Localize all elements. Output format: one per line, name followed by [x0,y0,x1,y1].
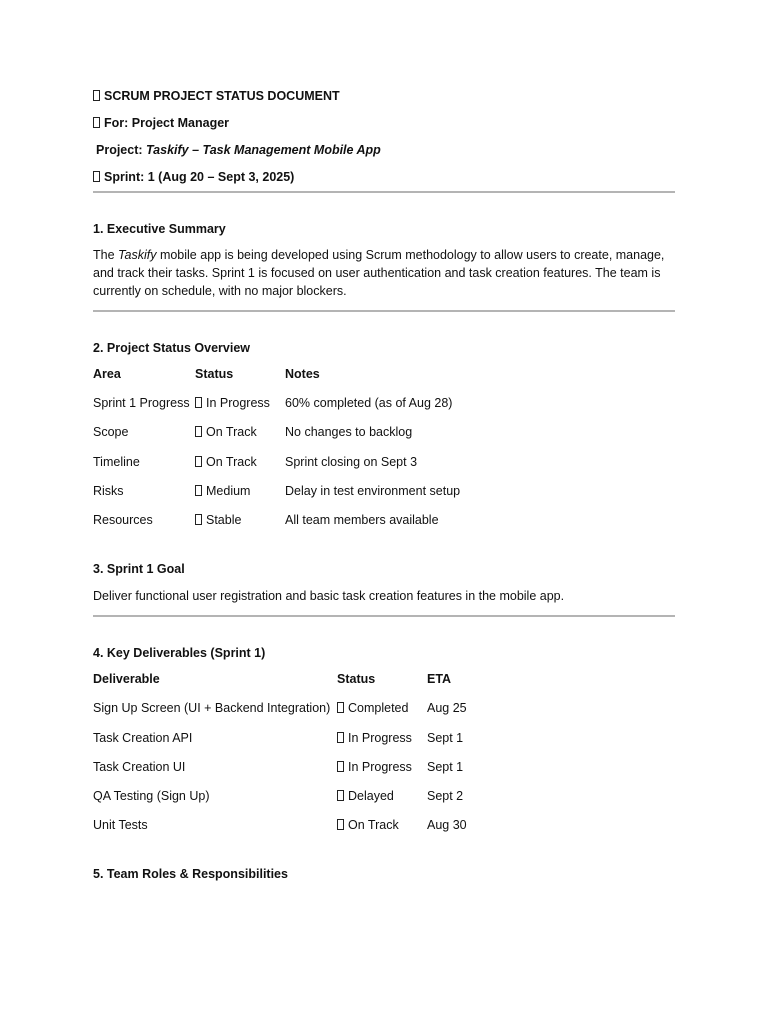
status-overview-table [93,366,460,541]
eta-cell: Aug 25 [427,701,467,716]
status-icon [195,397,202,408]
column-header: ETA [427,672,452,687]
executive-summary-heading: 1. Executive Summary [93,222,226,236]
table-header-row [93,366,460,395]
area-cell: Scope [93,425,129,440]
eta-cell: Sept 2 [427,788,464,803]
eta-cell: Sept 1 [427,759,464,774]
deliverable-cell: Task Creation UI [93,759,186,774]
status-icon [195,426,202,437]
status-cell: On Track [195,424,285,453]
emoji-placeholder-icon [93,90,100,101]
table-row [93,454,460,483]
notes-cell: Delay in test environment setup [285,483,461,498]
notes-cell: Sprint closing on Sept 3 [285,454,418,469]
status-cell: Stable [195,512,285,541]
area-cell: Timeline [93,454,140,469]
emoji-placeholder-icon [93,117,100,128]
deliverables-heading: 4. Key Deliverables (Sprint 1) [93,646,266,661]
project-line: Project: Taskify – Task Management Mobile App [96,143,381,157]
table-row [93,483,460,512]
status-icon [337,732,344,743]
status-cell: Delayed [337,788,427,817]
status-icon [337,790,344,801]
table-header-row [93,671,467,700]
area-cell: Resources [93,512,153,527]
deliverable-cell: Sign Up Screen (UI + Backend Integration) [93,701,331,716]
document-title: SCRUM PROJECT STATUS DOCUMENT [93,86,675,113]
status-icon [195,456,202,467]
status-cell: Completed [337,700,427,729]
emoji-placeholder-icon [93,171,100,182]
table-row [93,788,467,817]
team-roles-heading: 5. Team Roles & Responsibilities [93,867,288,882]
deliverable-cell: Task Creation API [93,730,193,745]
column-header: Deliverable [93,672,160,687]
notes-cell: No changes to backlog [285,425,413,440]
column-header: Status [195,367,234,381]
status-cell: In Progress [195,395,285,424]
executive-summary-text: The Taskify mobile app is being developed using Scrum methodology to allow users to create, manage, and track their tasks. Sprint 1 is focused on user authentication and task creation features. The team is currently on schedule, with no major blockers. [93,248,665,298]
deliverables-table [93,671,467,846]
table-row [93,700,467,729]
table-row [93,395,460,424]
status-icon [195,514,202,525]
document-page [93,86,675,884]
column-header: Area [93,367,121,381]
eta-cell: Aug 30 [427,818,467,833]
status-icon [337,819,344,830]
deliverable-cell: Unit Tests [93,818,148,833]
for-line: For: Project Manager [93,113,675,140]
status-icon [337,761,344,772]
status-cell: On Track [337,817,427,846]
notes-cell: All team members available [285,512,439,527]
column-header: Notes [285,367,320,381]
table-row [93,512,460,541]
notes-cell: 60% completed (as of Aug 28) [285,396,453,411]
area-cell: Sprint 1 Progress [93,396,190,411]
status-icon [195,485,202,496]
eta-cell: Sept 1 [427,730,464,745]
column-header: Status [337,672,376,687]
sprint-goal-heading: 3. Sprint 1 Goal [93,562,185,577]
sprint-line: Sprint: 1 (Aug 20 – Sept 3, 2025) [93,167,675,191]
project-name: Taskify – Task Management Mobile App [146,143,381,157]
status-cell: Medium [195,483,285,512]
status-cell: In Progress [337,730,427,759]
status-overview-heading: 2. Project Status Overview [93,341,251,355]
sprint-goal-text: Deliver functional user registration and basic task creation features in the mobile app. [93,589,565,604]
status-cell: In Progress [337,759,427,788]
table-row [93,759,467,788]
table-row [93,424,460,453]
area-cell: Risks [93,483,124,498]
deliverable-cell: QA Testing (Sign Up) [93,788,210,803]
status-cell: On Track [195,454,285,483]
status-icon [337,702,344,713]
table-row [93,730,467,759]
table-row [93,817,467,846]
